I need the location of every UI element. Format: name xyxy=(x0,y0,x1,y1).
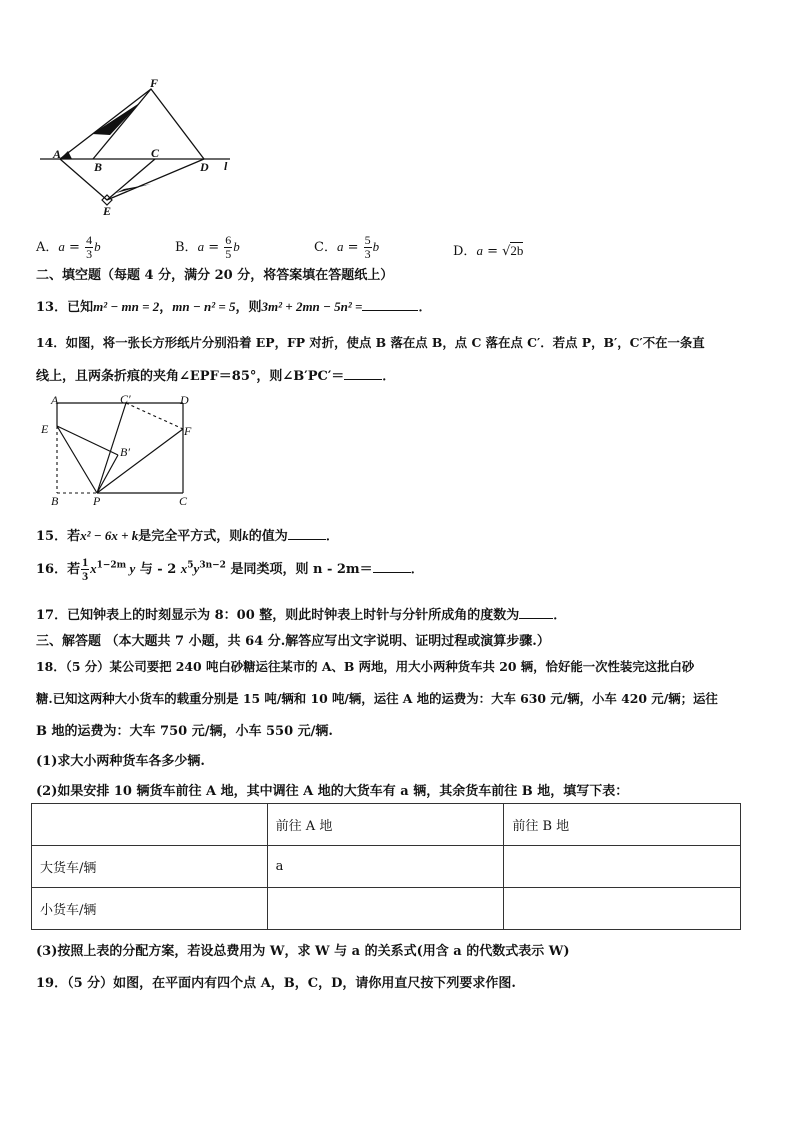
option-c: C．a = $\frac{5}{3}$ b xyxy=(314,233,380,261)
answer-blank xyxy=(373,572,411,573)
label-c: C xyxy=(179,494,188,508)
label-l: l xyxy=(224,159,228,173)
table-cell: a xyxy=(267,846,504,888)
section-3-heading: 三、解答题 （本大题共 7 小题，共 64 分.解答应写出文字说明、证明过程或演算步骤.） xyxy=(36,634,550,649)
option-b: B．a = $\frac{6}{5}$ b xyxy=(175,233,240,261)
label-f: F xyxy=(184,424,192,438)
label-e: E xyxy=(41,422,49,436)
table-cell xyxy=(504,888,741,930)
fraction: $\frac{1}{3}$ xyxy=(82,555,89,583)
label-a: A xyxy=(51,393,59,407)
question-18-line-1: 18．（5 分）某公司要把 240 吨白砂糖运往某市的 A、B 两地，用大小两种货车共 20 辆，恰好能一次性装完这批白砂 xyxy=(36,659,695,674)
label-e: E xyxy=(103,204,112,218)
table-row xyxy=(32,846,741,888)
label-b: B xyxy=(94,160,103,174)
shaded-angle-a xyxy=(60,151,72,159)
question-16: 16．若 $\frac{1}{3}$ $x^{1-2m}$ y 与 - 2 $x^5y^{3n-2}$ 是同类项，则 n - 2m＝ ． xyxy=(36,555,424,583)
label-f: F xyxy=(150,76,159,90)
table-cell xyxy=(504,846,741,888)
figure-q14 xyxy=(38,392,208,512)
answer-blank xyxy=(519,618,553,619)
option-d: D．a = √2b xyxy=(453,243,524,259)
fraction: $\frac{6}{5}$ xyxy=(225,233,232,261)
table-cell: 大货车/辆 xyxy=(32,846,268,888)
section-2-heading: 二、填空题（每题 4 分，满分 20 分，将答案填在答题纸上） xyxy=(36,268,394,283)
table-header-cell: 前往 A 地 xyxy=(267,804,504,846)
question-18-part-3: (3)按照上表的分配方案，若设总费用为 W，求 W 与 a 的关系式(用含 a 的代数式表示 W) xyxy=(36,944,570,959)
question-18-part-2: (2)如果安排 10 辆货车前往 A 地，其中调往 A 地的大货车有 a 辆，其余货车前往 B 地，填写下表： xyxy=(36,784,629,799)
table-cell: 小货车/辆 xyxy=(32,888,268,930)
figure-q12 xyxy=(36,76,246,221)
answer-blank xyxy=(344,379,382,380)
question-18-part-1: (1)求大小两种货车各多少辆. xyxy=(36,754,205,769)
question-18-line-3: B 地的运费为：大车 750 元/辆，小车 550 元/辆. xyxy=(36,724,333,739)
question-19: 19．（5 分）如图，在平面内有四个点 A，B，C，D，请你用直尺按下列要求作图. xyxy=(36,976,516,991)
answer-blank xyxy=(362,310,418,311)
label-d: D xyxy=(180,393,189,407)
option-a: A．a = $\frac{4}{3}$ b xyxy=(36,233,101,261)
fraction: $\frac{4}{3}$ xyxy=(86,233,93,261)
sqrt-icon: √ xyxy=(502,244,511,259)
question-13: 13．已知m² − mn = 2，mn − n² = 5，则3m² + 2mn − 5n² = ． xyxy=(36,299,432,315)
label-b-prime: B′ xyxy=(120,445,130,459)
question-17: 17．已知钟表上的时刻显示为 8：00 整，则此时钟表上时针与分针所成角的度数为 ． xyxy=(36,608,567,623)
table-header-cell: 前往 B 地 xyxy=(504,804,741,846)
question-18-line-2: 糖.已知这两种大小货车的载重分别是 15 吨/辆和 10 吨/辆，运往 A 地的运费为：大车 630 元/辆，小车 420 元/辆；运往 xyxy=(36,691,718,706)
label-b: B xyxy=(51,494,59,508)
q12-options xyxy=(36,228,596,261)
table-header-row xyxy=(32,804,741,846)
fraction: $\frac{5}{3}$ xyxy=(364,233,371,261)
label-a: A xyxy=(53,147,62,161)
table-row xyxy=(32,888,741,930)
label-d: D xyxy=(200,160,209,174)
table-cell xyxy=(267,888,504,930)
label-c: C xyxy=(151,146,160,160)
table-header-cell xyxy=(32,804,268,846)
label-c-prime: C′ xyxy=(120,392,131,406)
allocation-table xyxy=(31,803,741,930)
question-15: 15．若x² − 6x + k是完全平方式，则k的值为 ． xyxy=(36,528,339,544)
question-14-line-2: 线上，且两条折痕的夹角∠EPF＝85°，则∠B′PC′＝ ． xyxy=(36,369,396,384)
answer-blank xyxy=(288,539,326,540)
question-14-line-1: 14．如图，将一张长方形纸片分别沿着 EP，FP 对折，使点 B 落在点 B，点 C 落在点 C′．若点 P，B′，C′不在一条直 xyxy=(36,335,705,350)
label-p: P xyxy=(93,494,101,508)
